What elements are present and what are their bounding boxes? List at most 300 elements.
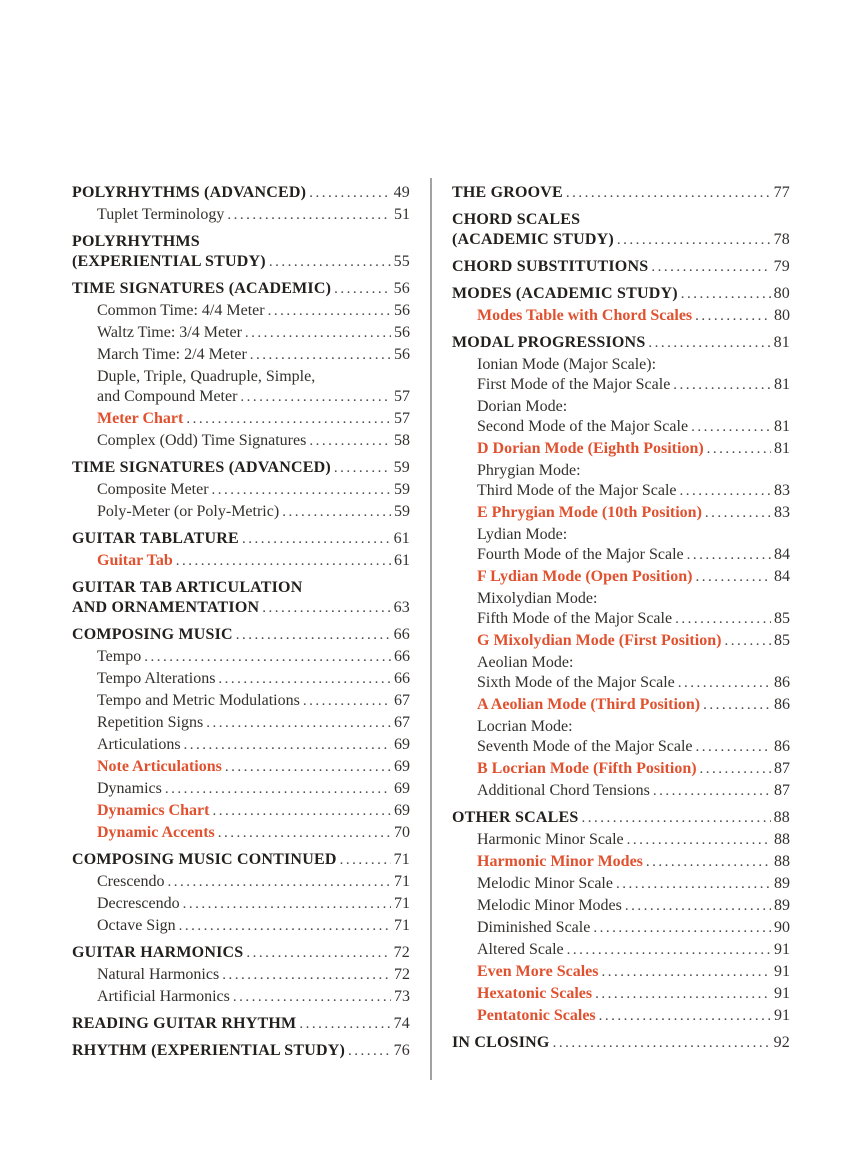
toc-entry: [452, 918, 790, 938]
toc-entry: [72, 301, 410, 321]
toc-entry: [72, 943, 410, 963]
dot-leader: [684, 545, 771, 565]
toc-entry-row: [477, 918, 790, 938]
toc-entry-row: [477, 940, 790, 960]
toc-entry: [72, 691, 410, 711]
dot-leader: [259, 598, 390, 618]
dot-leader: [648, 257, 770, 277]
toc-entry-row: [97, 387, 410, 407]
toc-entry-label: READING GUITAR RHYTHM: [72, 1015, 297, 1032]
toc-entry-row: [97, 205, 410, 225]
toc-entry-label: Seventh Mode of the Major Scale: [477, 738, 693, 755]
toc-entry-label: Altered Scale: [477, 941, 564, 958]
toc-page-number: 81: [773, 334, 790, 351]
toc-page-number: 56: [394, 346, 410, 363]
toc-entry-row: [97, 431, 410, 451]
toc-page-number: 71: [394, 895, 410, 912]
dot-leader: [650, 781, 771, 801]
toc-page-number: 87: [774, 782, 790, 799]
toc-entry-label: Composite Meter: [97, 481, 209, 498]
toc-entry-label: Hexatonic Scales: [477, 985, 593, 1002]
toc-entry-label: G Mixolydian Mode (First Position): [477, 632, 722, 649]
dot-leader: [331, 458, 391, 478]
dot-leader: [345, 1041, 391, 1061]
dot-leader: [279, 502, 391, 522]
toc-entry-row: [477, 375, 790, 395]
toc-page-number: 86: [774, 696, 790, 713]
toc-page-number: 58: [394, 432, 410, 449]
dot-leader: [578, 808, 770, 828]
toc-page-number: 89: [774, 875, 790, 892]
toc-entry: [72, 965, 410, 985]
dot-leader: [306, 431, 391, 451]
toc-entry: [72, 458, 410, 478]
dot-leader: [215, 669, 391, 689]
toc-page-number: 59: [394, 481, 410, 498]
toc-page-number: 56: [393, 280, 410, 297]
toc-entry: [72, 323, 410, 343]
dot-leader: [203, 713, 391, 733]
toc-page-number: 81: [774, 418, 790, 435]
dot-leader: [265, 301, 391, 321]
toc-entry-label: and Compound Meter: [97, 388, 238, 405]
toc-entry-label: Fourth Mode of the Major Scale: [477, 546, 684, 563]
toc-entry-row: [477, 567, 790, 587]
toc-entry-label: Repetition Signs: [97, 714, 204, 731]
toc-entry: [452, 525, 790, 565]
toc-entry-label-line: Dorian Mode:: [477, 398, 568, 415]
toc-entry-label: Dynamics: [97, 780, 162, 797]
toc-page-number: 86: [774, 674, 790, 691]
dot-leader: [224, 205, 391, 225]
dot-leader: [643, 852, 771, 872]
toc-entry-row: [452, 183, 790, 203]
toc-entry-row: [72, 1041, 410, 1061]
toc-entry: [72, 757, 410, 777]
toc-entry-label: Sixth Mode of the Major Scale: [477, 674, 675, 691]
toc-entry-label: Meter Chart: [97, 410, 184, 427]
toc-entry-label: MODES (ACADEMIC STUDY): [452, 285, 678, 302]
toc-entry-row: [97, 480, 410, 500]
toc-page-number: 70: [394, 824, 410, 841]
toc-entry-label: Common Time: 4/4 Meter: [97, 302, 265, 319]
toc-entry-label: Crescendo: [97, 873, 165, 890]
toc-page-number: 71: [393, 851, 410, 868]
toc-entry-label: COMPOSING MUSIC: [72, 626, 233, 643]
toc-page-number: 71: [394, 873, 410, 890]
toc-page-number: 63: [393, 599, 410, 616]
toc-entry: [452, 962, 790, 982]
toc-entry-row: [477, 439, 790, 459]
dot-leader: [162, 779, 391, 799]
toc-entry-label-line: GUITAR TAB ARTICULATION: [72, 579, 303, 596]
toc-entry-row: [72, 529, 410, 549]
toc-entry-label: Additional Chord Tensions: [477, 782, 650, 799]
toc-page-number: 84: [774, 568, 790, 585]
toc-entry-row: [97, 757, 410, 777]
toc-entry-row: [97, 894, 410, 914]
dot-leader: [183, 409, 391, 429]
dot-leader: [613, 874, 771, 894]
toc-entry-row: [97, 301, 410, 321]
toc-entry-row: [97, 823, 410, 843]
toc-entry: [72, 345, 410, 365]
toc-entry: [72, 1014, 410, 1034]
dot-leader: [697, 759, 771, 779]
toc-entry-label: Natural Harmonics: [97, 966, 220, 983]
toc-page-number: 56: [394, 324, 410, 341]
dot-leader: [700, 695, 771, 715]
toc-page-number: 85: [774, 610, 790, 627]
toc-page-number: 88: [774, 831, 790, 848]
dot-leader: [645, 333, 770, 353]
toc-entry-label: AND ORNAMENTATION: [72, 599, 260, 616]
dot-leader: [704, 439, 771, 459]
toc-entry-row: [452, 333, 790, 353]
toc-entry-label: D Dorian Mode (Eighth Position): [477, 440, 704, 457]
toc-entry-label: (ACADEMIC STUDY): [452, 231, 614, 248]
dot-leader: [237, 387, 391, 407]
toc-entry-row: [72, 183, 410, 203]
dot-leader: [688, 417, 771, 437]
toc-entry-row: [452, 284, 790, 304]
toc-page-number: 87: [774, 760, 790, 777]
toc-entry-label-line: Duple, Triple, Quadruple, Simple,: [97, 368, 316, 385]
toc-entry-row: [477, 830, 790, 850]
dot-leader: [592, 984, 771, 1004]
toc-entry-label: First Mode of the Major Scale: [477, 376, 671, 393]
toc-entry-row: [72, 598, 410, 618]
toc-entry: [452, 631, 790, 651]
toc-page-number: 66: [394, 670, 410, 687]
toc-entry: [72, 205, 410, 225]
dot-leader: [670, 375, 771, 395]
toc-entry: [452, 567, 790, 587]
toc-entry: [72, 279, 410, 299]
toc-entry-label: IN CLOSING: [452, 1034, 550, 1051]
toc-entry-label: Diminished Scale: [477, 919, 591, 936]
toc-entry: [452, 1033, 790, 1053]
toc-entry: [72, 735, 410, 755]
toc-entry: [72, 551, 410, 571]
toc-entry-row: [97, 691, 410, 711]
toc-page-number: 84: [774, 546, 790, 563]
dot-leader: [672, 609, 771, 629]
toc-page-number: 91: [774, 963, 790, 980]
toc-entry: [452, 355, 790, 395]
toc-entry-row: [477, 874, 790, 894]
toc-page-number: 61: [394, 552, 410, 569]
dot-leader: [247, 345, 391, 365]
toc-entry-label-line: POLYRHYTHMS: [72, 233, 200, 250]
toc-page-number: 81: [774, 440, 790, 457]
dot-leader: [614, 230, 771, 250]
toc-entry: [72, 850, 410, 870]
dot-leader: [239, 529, 391, 549]
toc-entry-row: [72, 850, 410, 870]
dot-leader: [266, 252, 391, 272]
toc-entry-label: Third Mode of the Major Scale: [477, 482, 677, 499]
toc-entry-row: [477, 962, 790, 982]
toc-entry-label: Tempo and Metric Modulations: [97, 692, 300, 709]
toc-entry: [452, 653, 790, 693]
toc-entry: [452, 210, 790, 250]
toc-column-right: [452, 183, 790, 1063]
toc-page-number: 51: [394, 206, 410, 223]
toc-entry-row: [477, 759, 790, 779]
toc-entry-label: POLYRHYTHMS (ADVANCED): [72, 184, 307, 201]
toc-entry: [72, 1041, 410, 1061]
dot-leader: [596, 1006, 771, 1026]
dot-leader: [563, 183, 771, 203]
toc-entry: [72, 669, 410, 689]
dot-leader: [141, 647, 391, 667]
toc-page-number: 69: [394, 802, 410, 819]
toc-entry-label-line: Phrygian Mode:: [477, 462, 581, 479]
toc-entry: [72, 578, 410, 618]
toc-entry: [72, 823, 410, 843]
toc-entry: [452, 984, 790, 1004]
toc-page-number: 89: [774, 897, 790, 914]
toc-entry-label: Dynamic Accents: [97, 824, 215, 841]
toc-entry-label-line: Aeolian Mode:: [477, 654, 574, 671]
toc-entry: [72, 916, 410, 936]
toc-entry-label: TIME SIGNATURES (ACADEMIC): [72, 280, 332, 297]
toc-entry-label: MODAL PROGRESSIONS: [452, 334, 646, 351]
toc-page-number: 83: [774, 504, 790, 521]
toc-page-number: 91: [774, 941, 790, 958]
dot-leader: [176, 916, 391, 936]
toc-entry-label: Modes Table with Chord Scales: [477, 307, 693, 324]
toc-entry: [452, 333, 790, 353]
toc-entry-row: [452, 257, 790, 277]
toc-entry: [72, 713, 410, 733]
dot-leader: [180, 894, 391, 914]
toc-entry-row: [477, 1006, 790, 1026]
toc-entry: [452, 830, 790, 850]
dot-leader: [165, 872, 391, 892]
dot-leader: [564, 940, 771, 960]
toc-page-number: 67: [394, 714, 410, 731]
dot-leader: [222, 757, 391, 777]
dot-leader: [230, 987, 391, 1007]
toc-entry-label-line: Mixolydian Mode:: [477, 590, 598, 607]
toc-entry-label: TIME SIGNATURES (ADVANCED): [72, 459, 331, 476]
toc-page-number: 80: [773, 285, 790, 302]
toc-entry-label: COMPOSING MUSIC CONTINUED: [72, 851, 337, 868]
toc-entry-label: Melodic Minor Modes: [477, 897, 622, 914]
toc-page-number: 85: [774, 632, 790, 649]
toc-entry: [452, 306, 790, 326]
toc-entry-row: [477, 609, 790, 629]
toc-column-left: [72, 183, 410, 1063]
toc-entry-label-line: Ionian Mode (Major Scale):: [477, 356, 657, 373]
toc-page-number: 57: [394, 410, 410, 427]
toc-page-number: 69: [394, 780, 410, 797]
toc-page-number: 73: [394, 988, 410, 1005]
toc-entry: [72, 232, 410, 272]
toc-page-number: 77: [773, 184, 790, 201]
toc-entry-label: A Aeolian Mode (Third Position): [477, 696, 701, 713]
dot-leader: [675, 673, 771, 693]
toc-page-number: 61: [393, 530, 410, 547]
toc-entry: [452, 896, 790, 916]
toc-entry-row: [477, 545, 790, 565]
toc-entry-row: [477, 306, 790, 326]
toc-page-number: 91: [774, 985, 790, 1002]
toc-entry: [72, 801, 410, 821]
toc-page-number: 90: [774, 919, 790, 936]
dot-leader: [219, 965, 391, 985]
toc-entry: [452, 284, 790, 304]
toc-page-number: 72: [393, 944, 410, 961]
toc-entry-label: GUITAR TABLATURE: [72, 530, 239, 547]
toc-entry-label: Harmonic Minor Modes: [477, 853, 643, 870]
toc-entry-row: [72, 1014, 410, 1034]
toc-entry-row: [97, 409, 410, 429]
toc-entry-label: CHORD SUBSTITUTIONS: [452, 258, 649, 275]
toc-entry: [452, 589, 790, 629]
toc-entry-row: [97, 801, 410, 821]
toc-entry-label: Even More Scales: [477, 963, 599, 980]
dot-leader: [550, 1033, 771, 1053]
toc-entry-row: [477, 984, 790, 1004]
dot-leader: [215, 823, 391, 843]
dot-leader: [678, 284, 771, 304]
toc-entry: [72, 431, 410, 451]
toc-page-number: 80: [774, 307, 790, 324]
toc-entry: [452, 439, 790, 459]
toc-entry-row: [97, 551, 410, 571]
toc-entry: [72, 529, 410, 549]
toc-entry-label: Complex (Odd) Time Signatures: [97, 432, 307, 449]
toc-entry: [72, 872, 410, 892]
toc-page-number: 66: [394, 648, 410, 665]
toc-entry-label: Second Mode of the Major Scale: [477, 418, 689, 435]
dot-leader: [598, 962, 771, 982]
toc-entry-label: Articulations: [97, 736, 181, 753]
toc-entry-label: Artificial Harmonics: [97, 988, 230, 1005]
toc-entry: [72, 987, 410, 1007]
toc-entry-row: [477, 673, 790, 693]
toc-page-number: 81: [774, 376, 790, 393]
toc-entry-row: [97, 965, 410, 985]
toc-entry-label: GUITAR HARMONICS: [72, 944, 244, 961]
toc-page-number: 86: [774, 738, 790, 755]
toc-entry-label-line: CHORD SCALES: [452, 211, 581, 228]
dot-leader: [296, 1014, 390, 1034]
toc-entry: [72, 779, 410, 799]
dot-leader: [242, 323, 391, 343]
toc-entry-label: RHYTHM (EXPERIENTIAL STUDY): [72, 1042, 345, 1059]
toc-page-number: 55: [393, 253, 410, 270]
toc-entry: [452, 695, 790, 715]
dot-leader: [300, 691, 391, 711]
toc-entry: [72, 502, 410, 522]
toc-entry-row: [97, 647, 410, 667]
toc-entry-label: Poly-Meter (or Poly-Metric): [97, 503, 280, 520]
toc-page-number: 78: [773, 231, 790, 248]
toc-entry-label: Note Articulations: [97, 758, 222, 775]
toc-entry-label: Tuplet Terminology: [97, 206, 225, 223]
dot-leader: [331, 279, 390, 299]
toc-page-number: 56: [394, 302, 410, 319]
toc-page-number: 72: [394, 966, 410, 983]
toc-entry-row: [452, 230, 790, 250]
toc-entry-label: Dynamics Chart: [97, 802, 210, 819]
toc-entry-row: [97, 669, 410, 689]
toc-page-number: 57: [394, 388, 410, 405]
toc-entry-row: [97, 345, 410, 365]
toc-entry-row: [72, 943, 410, 963]
toc-page-number: 69: [394, 758, 410, 775]
toc-entry-label: Tempo: [97, 648, 142, 665]
toc-entry-row: [97, 872, 410, 892]
toc-entry-label: Fifth Mode of the Major Scale: [477, 610, 673, 627]
toc-entry-row: [477, 781, 790, 801]
toc-page-number: 88: [774, 853, 790, 870]
toc-entry-label: Waltz Time: 3/4 Meter: [97, 324, 242, 341]
toc-entry-row: [97, 916, 410, 936]
toc-entry-row: [97, 735, 410, 755]
toc-entry-row: [72, 458, 410, 478]
dot-leader: [306, 183, 390, 203]
toc-page-number: 59: [394, 503, 410, 520]
dot-leader: [590, 918, 771, 938]
toc-page-number: 91: [774, 1007, 790, 1024]
dot-leader: [243, 943, 390, 963]
toc-entry-label: March Time: 2/4 Meter: [97, 346, 247, 363]
toc-entry: [452, 397, 790, 437]
toc-entry-label: THE GROOVE: [452, 184, 563, 201]
toc-entry-row: [477, 417, 790, 437]
toc-entry-label: B Locrian Mode (Fifth Position): [477, 760, 697, 777]
toc-page-number: 83: [774, 482, 790, 499]
toc-entry-row: [477, 481, 790, 501]
toc-entry: [452, 257, 790, 277]
toc-entry: [452, 940, 790, 960]
toc-entry-row: [97, 987, 410, 1007]
toc-entry-row: [97, 502, 410, 522]
toc-entry-label: (EXPERIENTIAL STUDY): [72, 253, 266, 270]
dot-leader: [337, 850, 391, 870]
toc-page-number: 49: [393, 184, 410, 201]
toc-page-number: 92: [773, 1034, 790, 1051]
toc-entry: [452, 1006, 790, 1026]
toc-entry: [452, 183, 790, 203]
toc-page-number: 59: [393, 459, 410, 476]
toc-entry-row: [97, 779, 410, 799]
dot-leader: [181, 735, 391, 755]
table-of-contents: [72, 183, 792, 1063]
toc-page-number: 88: [773, 809, 790, 826]
toc-entry: [452, 874, 790, 894]
toc-page-number: 71: [394, 917, 410, 934]
dot-leader: [721, 631, 771, 651]
toc-entry: [72, 625, 410, 645]
toc-entry-label: Harmonic Minor Scale: [477, 831, 624, 848]
toc-entry-label: Pentatonic Scales: [477, 1007, 596, 1024]
toc-page-number: 67: [394, 692, 410, 709]
dot-leader: [693, 737, 772, 757]
toc-entry: [452, 717, 790, 757]
toc-entry-row: [72, 279, 410, 299]
toc-entry: [452, 808, 790, 828]
toc-entry-row: [72, 252, 410, 272]
dot-leader: [692, 567, 771, 587]
dot-leader: [233, 625, 391, 645]
dot-leader: [692, 306, 771, 326]
